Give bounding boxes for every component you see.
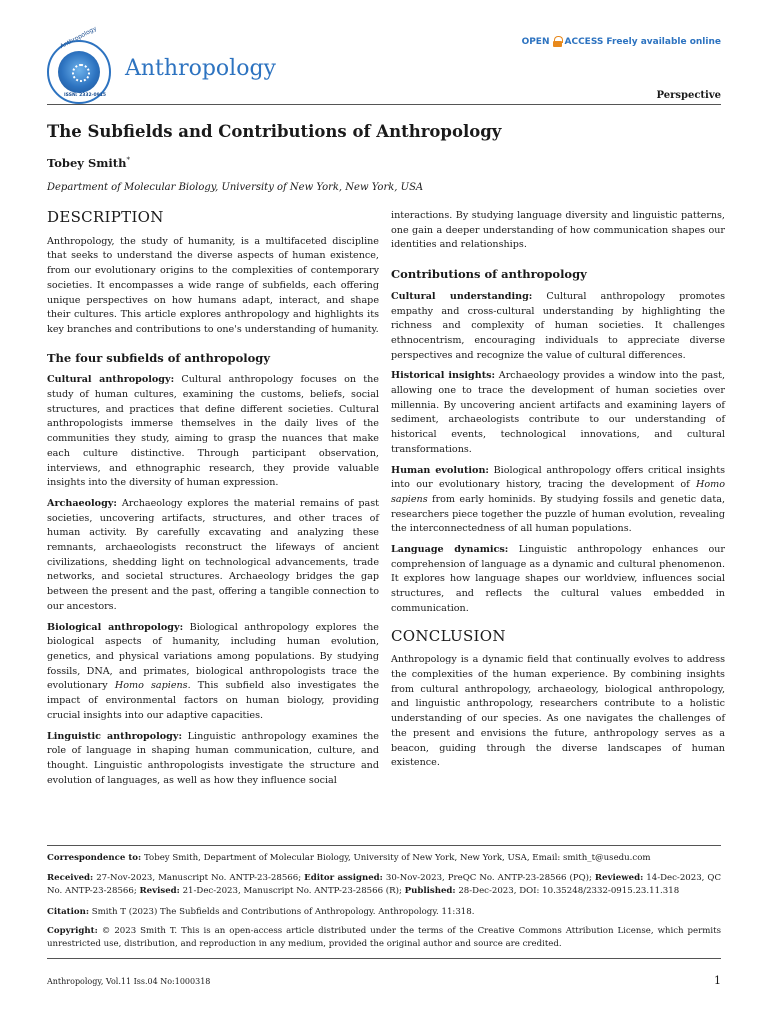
cultural-understanding-paragraph: [391, 290, 725, 364]
cultural-anthropology-paragraph: [47, 373, 379, 491]
human-evolution-paragraph: [391, 464, 725, 538]
language-dynamics-text: Linguistic anthropology enhances our comprehension of language as a dynamic and cultural phenomenon. It explores how language shapes our worldview, influences social structures, and reflects the cultural values embedded in communication.: [391, 544, 725, 614]
manuscript-dates: [47, 872, 721, 898]
open-lock-icon: [553, 36, 562, 47]
open-access-tagline: Freely available online: [606, 36, 721, 47]
species-name: Homo sapiens: [391, 479, 725, 505]
published-label: Published:: [404, 886, 456, 896]
header-divider: [47, 104, 721, 105]
linguistic-anthropology-continued: interactions. By studying language diversity and linguistic patterns, one gain a deeper understanding of how communication shapes our identities and relationships.: [391, 210, 725, 251]
correspondence: [47, 852, 721, 865]
journal-name[interactable]: Anthropology: [125, 56, 276, 81]
citation: [47, 906, 721, 919]
biological-anthropology-paragraph: [47, 621, 379, 724]
language-dynamics-paragraph: [391, 543, 725, 617]
correspondence-text: Tobey Smith, Department of Molecular Biology, University of New York, New York, USA, Email: smith_t@usedu.com: [143, 853, 651, 863]
reviewed-text: 14-Dec-2023, QC No. ANTP-23-28566;: [47, 873, 722, 896]
author: [47, 156, 130, 170]
human-evolution-label: Human evolution:: [391, 464, 489, 476]
description-paragraph: Anthropology, the study of humanity, is a multifaceted discipline that seeks to understand the diverse aspects of human existence, from our evolutionary origins to the complexities of contemporary societies. It encompasses a wide range of subfields, each offering unique perspectives on how humans adapt, interact, and shape their cultures. This article explores anthropology and highlights its key branches and contributions to one's understanding of humanity.: [47, 235, 379, 335]
biological-anthropology-label: Biological anthropology:: [47, 621, 184, 633]
journal-reference: Anthropology, Vol.11 Iss.04 No:1000318: [47, 977, 211, 986]
cultural-anthropology-label: Cultural anthropology:: [47, 374, 175, 386]
human-evolution-text-end: from early hominids. By studying fossils and genetic data, researchers piece together the puzzle of human evolution, revealing the interconnectedness of all human populations.: [391, 493, 725, 535]
contributions-heading: Contributions of anthropology: [391, 267, 587, 282]
correspondence-label: Correspondence to:: [47, 853, 142, 863]
right-column: [391, 209, 725, 777]
linguistic-anthropology-label: Linguistic anthropology:: [47, 730, 182, 742]
conclusion-heading: CONCLUSION: [391, 626, 506, 645]
biological-anthropology-text: Biological anthropology explores the biological aspects of humanity, including human evolution, genetics, and physical variations among populations. By studying fossils, DNA, and primates, biological anthropologists trace the evolutionary: [47, 621, 379, 692]
historical-insights-paragraph: [391, 369, 725, 457]
citation-label: Citation:: [47, 907, 90, 917]
historical-insights-text: Archaeology provides a window into the past, allowing one to trace the development of human societies over millennia. By uncovering ancient artifacts and examining layers of sediment, archaeologists contribute to our understanding of historical events, technological innovations, and cultural transformations.: [391, 370, 726, 455]
author-affiliation: Department of Molecular Biology, University of New York, New York, USA: [47, 182, 424, 193]
open-access-badge: [522, 36, 721, 47]
left-column: [47, 210, 379, 794]
footer-divider: [47, 845, 721, 846]
received-label: Received:: [47, 873, 94, 883]
reviewed-label: Reviewed:: [594, 873, 644, 883]
published-text: 28-Dec-2023, DOI: 10.35248/2332-0915.23.11.318: [458, 886, 680, 896]
copyright-label: Copyright:: [47, 926, 98, 936]
open-access-open: OPEN: [521, 36, 550, 47]
author-name[interactable]: Tobey Smith: [47, 156, 127, 170]
editor-text: 30-Nov-2023, PreQC No. ANTP-23-28566 (PQ);: [385, 873, 592, 883]
received-text: 27-Nov-2023, Manuscript No. ANTP-23-28566;: [96, 873, 302, 883]
historical-insights-label: Historical insights:: [391, 370, 496, 382]
linguistic-anthropology-text: Linguistic anthropology examines the role of language in shaping human communication, culture, and thought. Linguistic anthropologists investigate the structure and evolution of languages, as well as how they influence social: [47, 730, 379, 786]
cultural-understanding-label: Cultural understanding:: [391, 290, 533, 302]
archaeology-text: Archaeology explores the material remains of past societies, uncovering artifacts, structures, and other traces of human activity. By carefully excavating and analyzing these remnants, archaeologists reconstruct the lifeways of ancient civilizations, shedding light on technological advancements, trade networks, and societal structures. Archaeology bridges the gap between the present and the past, offering a tangible connection to our ancestors.: [47, 497, 379, 612]
article-title: The Subfields and Contributions of Anthropology: [47, 122, 502, 141]
revised-text: 21-Dec-2023, Manuscript No. ANTP-23-28566 (R);: [182, 886, 402, 896]
archaeology-paragraph: [47, 497, 379, 615]
species-name: Homo sapiens: [114, 680, 188, 692]
editor-label: Editor assigned:: [304, 873, 383, 883]
linguistic-anthropology-paragraph: [47, 730, 379, 789]
citation-text: Smith T (2023) The Subfields and Contributions of Anthropology. Anthropology. 11:318.: [91, 907, 475, 917]
open-access-access: ACCESS: [564, 36, 604, 47]
page-number: 1: [714, 974, 721, 987]
article-type: Perspective: [656, 90, 721, 101]
conclusion-paragraph: Anthropology is a dynamic field that continually evolves to address the complexities of the human experience. By combining insights from cultural anthropology, archaeology, biological anthropology, and linguistic anthropology, researchers contribute to a holistic understanding of our species. As one navigates the challenges of the present and envisions the future, anthropology serves as a beacon, guiding through the diverse landscapes of human existence.: [391, 654, 725, 769]
revised-label: Revised:: [139, 886, 180, 896]
globe-icon: [58, 51, 100, 93]
cultural-understanding-text: Cultural anthropology promotes empathy and cross-cultural understanding by highlighting the richness and complexity of human societies. It challenges ethnocentrism, encouraging individuals to appreciate diverse perspectives and recognize the value of cultural differences.: [391, 290, 725, 361]
cultural-anthropology-text: Cultural anthropology focuses on the study of human cultures, examining the customs, beliefs, social structures, and practices that define different societies. Cultural anthropologists immerse themselves in the daily lives of the communities they study, aiming to grasp the nuances that make each culture distinctive. Through participant observation, interviews, and ethnographic research, they provide valuable insights into the diversity of human expression.: [47, 374, 379, 489]
description-heading: DESCRIPTION: [47, 208, 164, 226]
author-mark: *: [126, 156, 130, 165]
logo-issn: ISSN: 2332-0915: [64, 93, 107, 98]
copyright-text: © 2023 Smith T. This is an open-access article distributed under the terms of the Creative Commons Attribution License, which permits unrestricted use, distribution, and reproduction in any medium, provided the original author and source are credited.: [47, 926, 721, 949]
journal-logo: [47, 25, 111, 104]
human-evolution-text: Biological anthropology offers critical insights into our evolutionary history, tracing the development of: [391, 464, 726, 491]
page-footer-divider: [47, 958, 721, 959]
archaeology-label: Archaeology:: [47, 497, 117, 509]
copyright: [47, 925, 721, 951]
biological-anthropology-text-end: . This subfield also investigates the impact of environmental factors on human biology, providing crucial insights into our adaptive capacities.: [47, 680, 379, 721]
language-dynamics-label: Language dynamics:: [391, 544, 509, 556]
subfields-heading: The four subfields of anthropology: [47, 350, 271, 365]
logo-arc-text: Anthropology: [59, 25, 98, 51]
